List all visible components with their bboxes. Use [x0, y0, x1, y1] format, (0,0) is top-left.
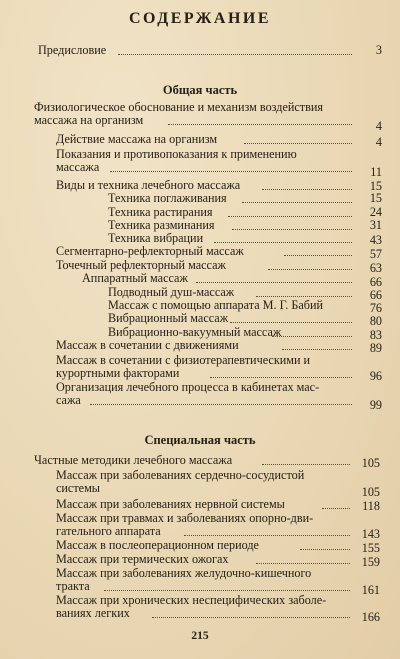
toc-entry-line: сажа	[56, 393, 81, 407]
dot-leader	[244, 142, 352, 144]
dot-leader	[184, 534, 350, 536]
page-ref: 15	[369, 179, 382, 193]
dot-leader	[210, 376, 352, 378]
dot-leader	[272, 335, 352, 337]
toc-entry-line: Техника поглаживания	[108, 191, 227, 205]
page-ref: 24	[369, 205, 382, 219]
page-title: СОДЕРЖАНИЕ	[128, 10, 272, 27]
dot-leader	[104, 589, 350, 591]
page-ref: 83	[369, 328, 382, 342]
page-ref: 143	[361, 527, 380, 541]
page-ref: 76	[369, 301, 382, 315]
page-ref: 66	[369, 288, 382, 302]
toc-entry-preface: Предисловие	[38, 43, 107, 57]
dot-leader	[168, 123, 352, 125]
page-ref: 3	[375, 43, 382, 57]
dot-leader	[118, 53, 352, 55]
dot-leader	[214, 241, 352, 243]
page-ref: 66	[369, 275, 382, 289]
page-ref: 89	[369, 341, 382, 355]
toc-entry-line: Действие массажа на организм	[56, 132, 218, 146]
toc-entry-line: Массаж при термических ожогах	[56, 552, 229, 566]
page-ref: 99	[369, 398, 382, 412]
dot-leader	[282, 348, 352, 350]
dot-leader	[196, 281, 352, 283]
toc-entry-line: массажа на организм	[34, 113, 144, 127]
toc-entry-line: Показания и противопоказания к применению	[56, 147, 297, 161]
toc-entry-line: Массаж при хронических неспецифических заболе-	[56, 593, 327, 607]
section-heading-general: Общая часть	[162, 83, 238, 97]
page-ref: 43	[369, 233, 382, 247]
dot-leader	[228, 215, 352, 217]
toc-entry-line: Подводный душ-массаж	[108, 285, 235, 299]
dot-leader	[262, 188, 352, 190]
toc-entry-line: Массаж при травмах и заболеваниях опорно-дви-	[56, 511, 314, 525]
dot-leader	[256, 562, 350, 564]
toc-entry-line: Физиологическое обоснование и механизм воздействия	[34, 100, 324, 114]
toc-entry-line: Массаж в сочетании с движениями	[56, 338, 239, 352]
dot-leader	[110, 170, 352, 172]
page-ref: 31	[369, 218, 382, 232]
page-ref: 105	[361, 485, 380, 499]
toc-entry-line: Организация лечебного процесса в кабинетах мас-	[56, 380, 320, 394]
toc-entry-line: гательного аппарата	[56, 524, 161, 538]
page-ref: 166	[361, 610, 380, 624]
page-ref: 57	[369, 247, 382, 261]
toc-entry-line: Техника вибрации	[108, 231, 204, 245]
toc-entry-line: Частные методики лечебного массажа	[34, 453, 233, 467]
dot-leader	[242, 201, 352, 203]
dot-leader	[262, 463, 350, 465]
toc-entry-line: ваниях легких	[56, 606, 130, 620]
toc-entry-line: массажа	[56, 160, 100, 174]
page-ref: 4	[375, 135, 382, 149]
toc-entry-line: Техника растирания	[108, 205, 213, 219]
page-ref: 155	[361, 541, 380, 555]
page-ref: 159	[361, 555, 380, 569]
page-number: 215	[191, 630, 209, 642]
dot-leader	[322, 507, 350, 509]
dot-leader	[232, 228, 352, 230]
dot-leader	[300, 548, 350, 550]
toc-entry-line: Массаж при заболеваниях желудочно-кишечного	[56, 566, 312, 580]
page-ref: 118	[362, 499, 380, 513]
dot-leader	[230, 321, 352, 323]
page-ref: 96	[369, 369, 382, 383]
page-ref: 63	[369, 261, 382, 275]
page-ref: 105	[361, 456, 380, 470]
page-ref: 15	[369, 191, 382, 205]
toc-entry-line: Массаж при заболеваниях сердечно-сосудистой	[56, 468, 305, 482]
dot-leader	[284, 254, 352, 256]
toc-entry-line: Массаж в сочетании с физиотерапевтическими и	[56, 353, 311, 367]
toc-entry-line: Вибрационно-вакуумный массаж	[108, 325, 282, 339]
dot-leader	[90, 403, 352, 405]
toc-entry-line: Виды и техника лечебного массажа	[56, 178, 241, 192]
toc-entry-line: Техника разминания	[108, 218, 215, 232]
toc-entry-line: тракта	[56, 579, 90, 593]
toc-entry-line: Точечный рефлекторный массаж	[56, 258, 226, 272]
toc-entry-line: Сегментарно-рефлекторный массаж	[56, 244, 244, 258]
toc-entry-line: Массаж в послеоперационном периоде	[56, 538, 259, 552]
toc-entry-line: Аппаратный массаж	[82, 271, 188, 285]
section-heading-special: Специальная часть	[144, 433, 256, 447]
toc-entry-line: Массаж с помощью аппарата М. Г. Бабий	[108, 298, 323, 312]
toc-entry-line: курортными факторами	[56, 366, 180, 380]
toc-entry-line: системы	[56, 481, 100, 495]
toc-entry-line: Вибрационный массаж	[108, 311, 229, 325]
toc-entry-line: Массаж при заболеваниях нервной системы	[56, 497, 285, 511]
page-ref: 161	[361, 583, 380, 597]
dot-leader	[256, 295, 352, 297]
page-ref: 80	[369, 314, 382, 328]
dot-leader	[152, 616, 350, 618]
page-ref: 11	[370, 165, 382, 179]
dot-leader	[268, 268, 352, 270]
page-ref: 4	[375, 119, 382, 133]
